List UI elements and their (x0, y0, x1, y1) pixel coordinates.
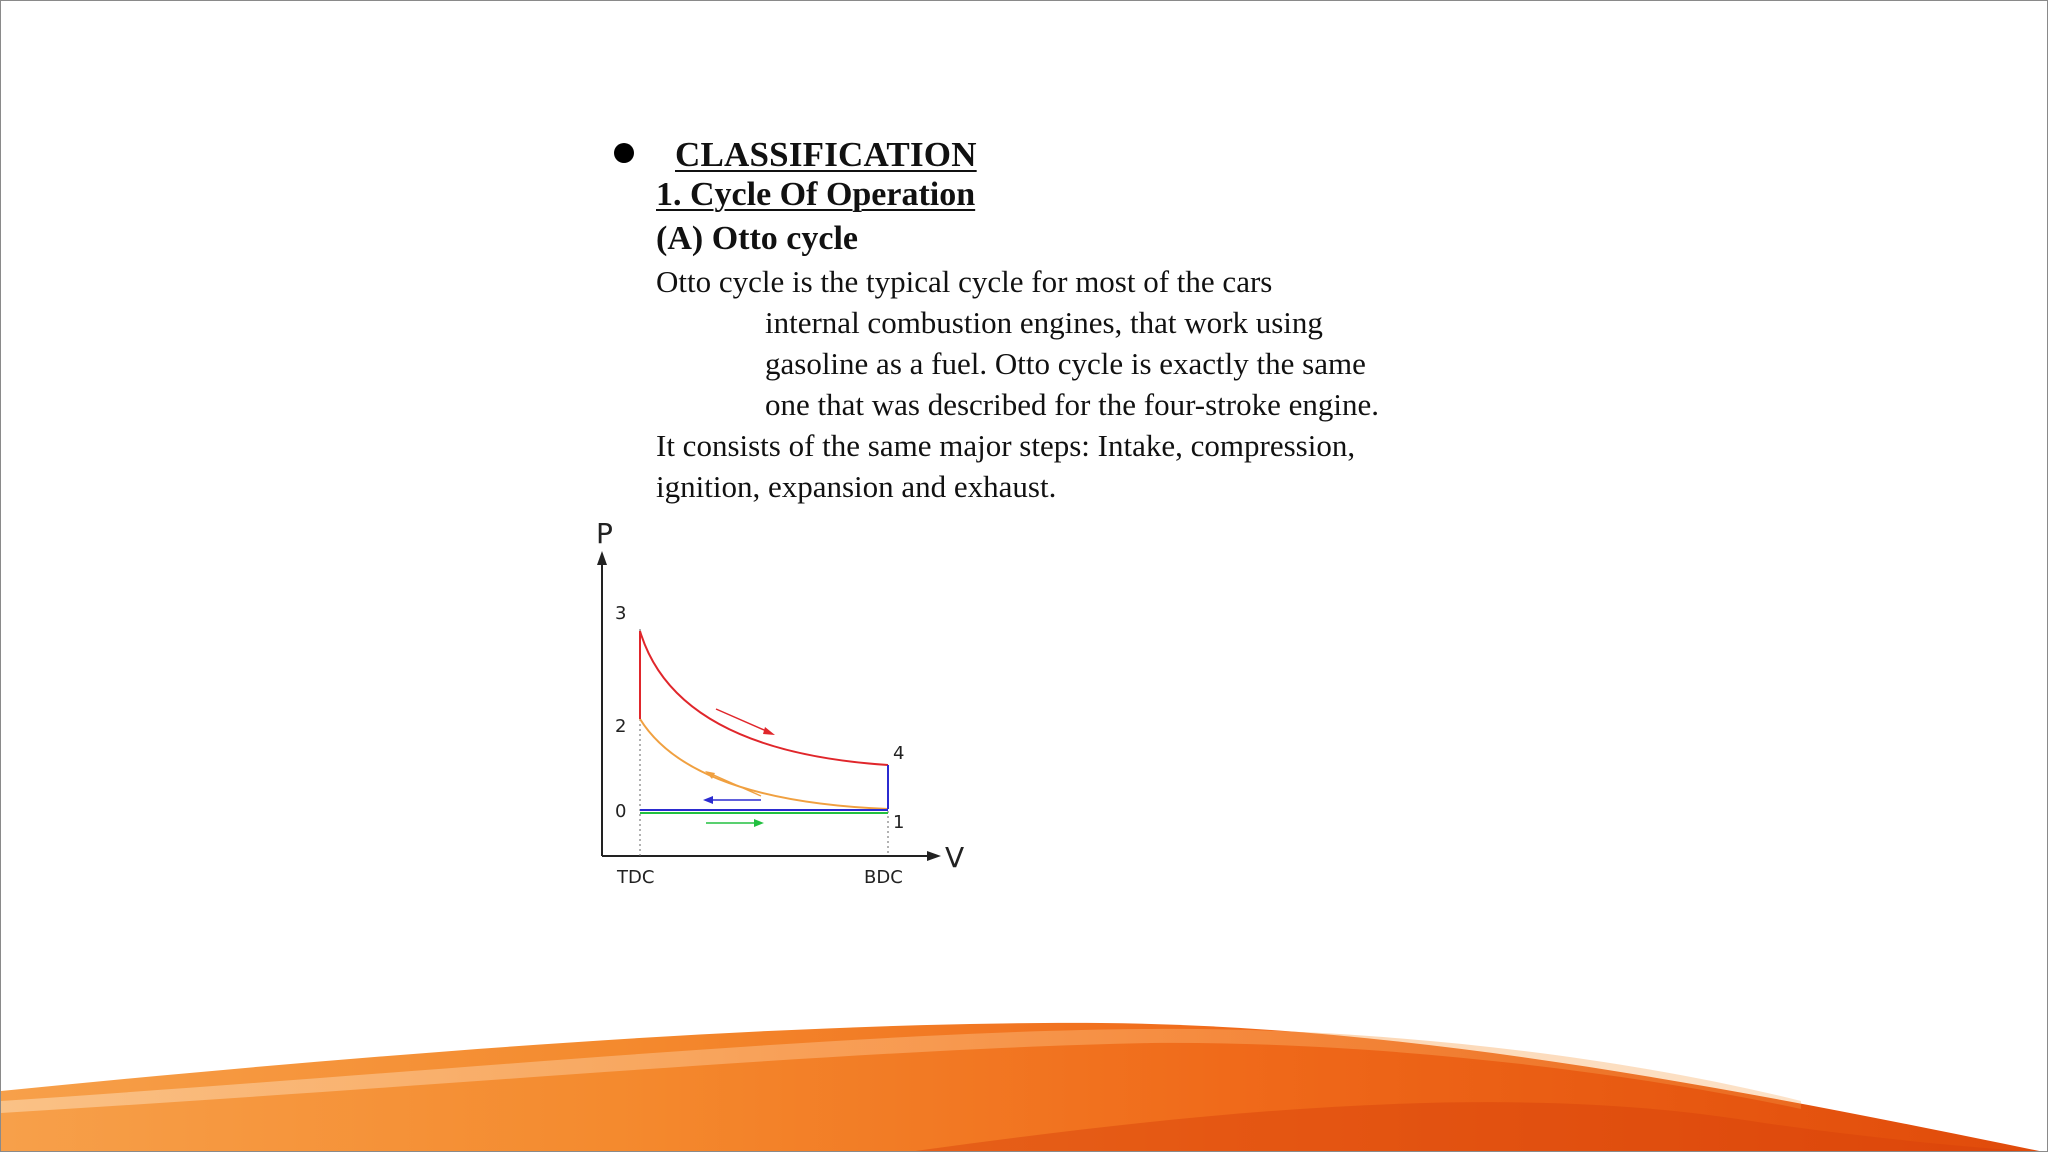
exhaust-direction-arrow-icon (703, 796, 761, 804)
slide-content (611, 129, 1511, 507)
point-label-3: 3 (615, 603, 627, 624)
otto-cycle-pv-diagram (581, 511, 981, 901)
expansion-curve (640, 631, 888, 765)
y-axis-label: P (596, 517, 613, 550)
classification-heading: CLASSIFICATION (675, 135, 977, 174)
y-axis-arrow-icon (597, 551, 607, 565)
bdc-tick-label: BDC (864, 867, 903, 888)
bullet-dot-icon (614, 143, 634, 163)
paragraph-line: Otto cycle is the typical cycle for most of the cars (656, 264, 1273, 299)
otto-cycle-description (656, 261, 1456, 507)
x-axis-arrow-icon (927, 851, 941, 861)
paragraph-line: one that was described for the four-stroke engine. (765, 387, 1379, 422)
otto-cycle-heading: (A) Otto cycle (656, 220, 859, 257)
paragraph-line: gasoline as a fuel. Otto cycle is exactly the same (765, 346, 1366, 381)
point-label-2: 2 (615, 716, 627, 737)
intake-direction-arrow-icon (706, 819, 764, 827)
point-label-4: 4 (893, 743, 905, 764)
paragraph-line: internal combustion engines, that work using (765, 305, 1323, 340)
bullet-heading-line (611, 129, 1511, 173)
cycle-of-operation-heading: 1. Cycle Of Operation (656, 176, 976, 213)
point-label-0: 0 (615, 801, 627, 822)
expansion-direction-arrow-icon (716, 709, 775, 735)
tdc-tick-label: TDC (617, 867, 655, 888)
paragraph-line: It consists of the same major steps: Intake, compression, (656, 428, 1356, 463)
orange-wave-footer (1, 961, 2048, 1152)
x-axis-label: V (945, 841, 965, 874)
point-label-1: 1 (893, 812, 905, 833)
compression-direction-arrow-icon (705, 771, 761, 796)
paragraph-line: ignition, expansion and exhaust. (656, 469, 1057, 504)
